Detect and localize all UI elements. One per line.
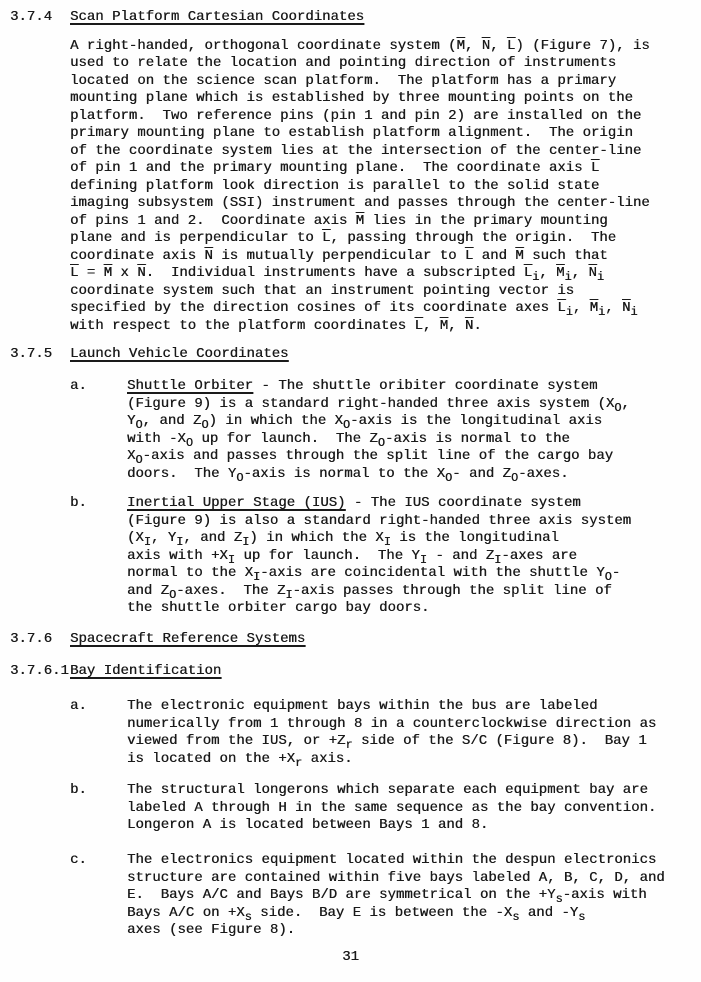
list-item-body: - The shuttle oribiter coordinate system (Figure 9) is a standard right-handed three axis system ($X_O$, $Y_O$, and $Z_O$) in which the $X_O$-axis is the longitudinal axis with $-X_O$ up for launch. The $Z_O$-axis is normal to the $X_O$-axis and passes through the split line of the cargo bay doors. The $Y_O$-axis is normal to the $X_O-$ and $Z_O$-axes. — [127, 378, 630, 485]
section-title: Spacecraft Reference Systems — [70, 631, 306, 647]
section-number: 3.7.6.1 — [10, 663, 69, 679]
list-item-body: The structural longerons which separate each equipment bay are labeled A through H in the same sequence as the bay convention. Longeron A is located between Bays 1 and 8. — [127, 782, 657, 833]
list-item-text — [127, 495, 687, 618]
section-heading-3-7-6 — [0, 631, 701, 649]
list-item-label: a. — [70, 378, 87, 394]
list-item-label: a. — [70, 698, 87, 714]
list-item-body: The electronics equipment located within the despun electronics structure are contained within five bays labeled A, B, C, D, and E. Bays A/C and Bays B/D are symmetrical on the $+Y_s$-axis with Bays A/C on $+X_s$ side. Bay E is between the $-X_s$ and $-Y_s$ axes (see Figure 8). — [127, 852, 665, 938]
list-item-longerons — [70, 782, 701, 835]
list-item-body: - The IUS coordinate system (Figure 9) is also a standard right-handed three axis system ($X_I$, $Y_I$, and $Z_I$) in which the $X_I$ is the longitudinal axis with $+X_I$ up for launch. The $Y_I$ - and $Z_I$-axes are normal to the $X_I$-axis are coincidental with the shuttle $Y_O-$ and $Z_O$-axes. The $Z_I$-axis passes through the split line of the shuttle orbiter cargo bay doors. — [127, 495, 632, 616]
section-title: Launch Vehicle Coordinates — [70, 345, 289, 362]
section-title: Bay Identification — [70, 663, 222, 679]
section-3-7-4-body: A right-handed, orthogonal coordinate system ($\overline{M}$, $\overline{N}$, $\overline{L}$) (Figure 7), is used to relate the location and pointing direction of instruments located on the science scan platform. The platform has a primary mounting plane which is established by three mounting points on the platform. Two reference pins (pin 1 and pin 2) are installed on the primary mounting plane to establish platform alignment. The origin of the coordinate system lies at the intersection of the center-line of pin 1 and the primary mounting plane. The coordinate axis $\overline{L}$ defining platform look direction is parallel to the solid state imaging subsystem (SSI) instrument and passes through the center-line of pins 1 and 2. Coordinate axis $\overline{M}$ lies in the primary mounting plane and is perpendicular to $\overline{L}$, passing through the origin. The coordinate axis $\overline{N}$ is mutually perpendicular to $\overline{L}$ and $\overline{M}$ such that $\overline{L} = \overline{M}$ x $\overline{N}$. Individual instruments have a subscripted $\overline{L}_i$, $\overline{M}_i$, $\overline{N}_i$ coordinate system such that an instrument pointing vector is specified by the direction cosines of its coordinate axes $\overline{L}_i$, $\overline{M}_i$, $\overline{N}_i$ with respect to the platform coordinates $\overline{L}$, $\overline{M}$, $\overline{N}$. — [70, 37, 650, 334]
section-number: 3.7.5 — [10, 345, 53, 362]
section-title: Scan Platform Cartesian Coordinates — [70, 9, 365, 25]
list-item-label: b. — [70, 495, 87, 511]
section-number: 3.7.6 — [10, 631, 53, 647]
section-heading-3-7-5 — [0, 346, 701, 364]
list-item-despun-bays — [70, 852, 701, 940]
section-heading-3-7-4 — [0, 9, 701, 27]
list-item-body: The electronic equipment bays within the bus are labeled numerically from 1 through 8 in a counterclockwise direction as viewed from the IUS, or $+Z_r$ side of the S/C (Figure 8). Bay 1 is located on the $+X_r$ axis. — [127, 698, 657, 770]
section-number: 3.7.4 — [10, 9, 53, 25]
list-item-label: c. — [70, 852, 87, 868]
list-item-inertial-upper-stage — [70, 495, 701, 618]
inline-underlined-term: Inertial Upper Stage (IUS) — [127, 495, 346, 511]
list-item-label: b. — [70, 782, 87, 798]
section-heading-3-7-6-1 — [0, 663, 701, 681]
list-item-shuttle-orbiter — [70, 378, 701, 483]
list-item-bay-numbering — [70, 698, 701, 768]
list-item-text — [127, 378, 687, 483]
inline-underlined-term: Shuttle Orbiter — [127, 378, 254, 394]
page-number: 31 — [342, 949, 359, 965]
